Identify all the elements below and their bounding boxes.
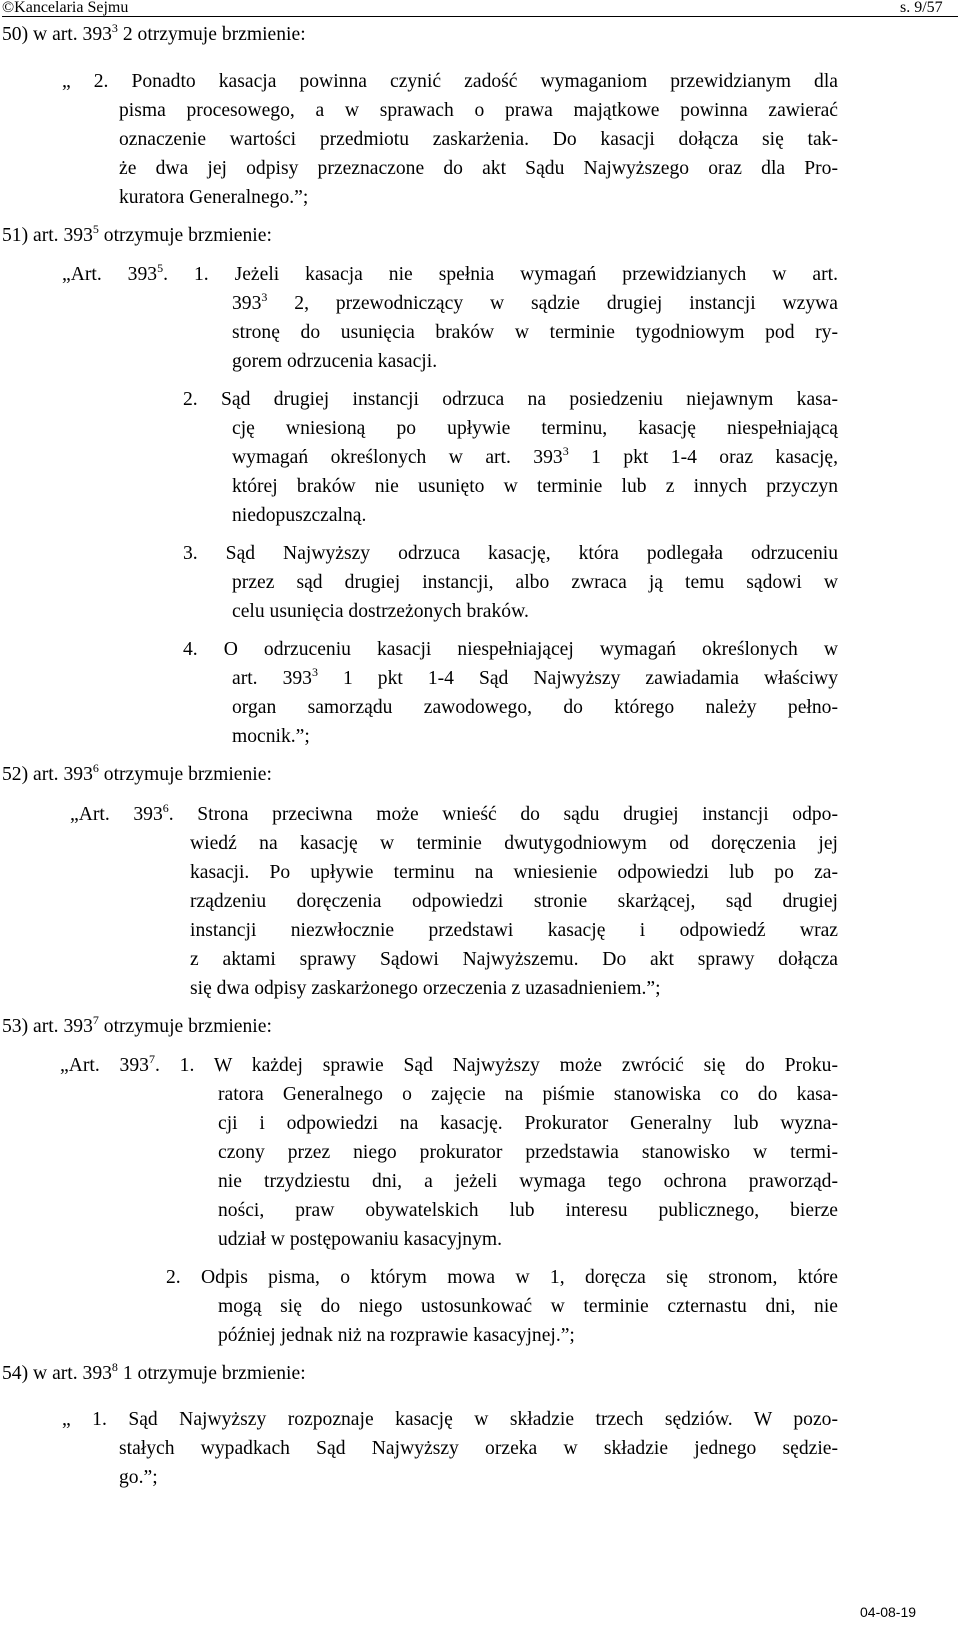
item-53-line: „Art. $393^7$. 1. W każdej sprawie Sąd Najwyższy może zwrócić się do Proku- — [60, 1052, 838, 1076]
item-52-line: z aktami sprawy Sądowi Najwyższemu. Do akt sprawy dołącza — [190, 949, 838, 970]
item-53-line: 2. Odpis pisma, o którym mowa w 1, doręcza się stronom, które — [166, 1267, 838, 1288]
item-50-line: oznaczenie wartości przedmiotu zaskarżenia. Do kasacji dołącza się tak- — [119, 129, 838, 150]
item-51-line: przez sąd drugiej instancji, albo zwraca ją temu sądowi w — [232, 572, 838, 593]
header-page-number: s. 9/57 — [900, 0, 943, 16]
item-51-line: 4. O odrzuceniu kasacji niespełniającej wymagań określonych w — [183, 639, 838, 660]
item-52-line: „Art. $393^6$. Strona przeciwna może wnieść do sądu drugiej instancji odpo- — [70, 801, 838, 825]
item-53-line: cji i odpowiedzi na kasację. Prokurator Generalny lub wyzna- — [218, 1113, 838, 1134]
item-51-line: wymagań określonych w art. $393^3$ 1 pkt 1-4 oraz kasację, — [232, 444, 838, 468]
item-52-line: się dwa odpisy zaskarżonego orzeczenia z uzasadnieniem.”; — [190, 978, 661, 999]
item-54-intro: 54) w art. $393^8$ 1 otrzymuje brzmienie: — [2, 1360, 306, 1384]
item-51-line: art. $393^3$ 1 pkt 1-4 Sąd Najwyższy zawiadamia właściwy — [232, 665, 838, 689]
footer-date: 04-08-19 — [860, 1604, 917, 1620]
item-50-line: kuratora Generalnego.”; — [119, 187, 309, 208]
item-53-line: mogą się do niego ustosunkować w terminie czternastu dni, nie — [218, 1296, 838, 1317]
item-51-line: celu usunięcia dostrzeżonych braków. — [232, 601, 529, 622]
header-divider — [2, 16, 958, 17]
item-50-intro: 50) w art. $393^3$ 2 otrzymuje brzmienie: — [2, 21, 306, 45]
item-51-line: cję wniesioną po upływie terminu, kasację niespełniającą — [232, 418, 838, 439]
item-54-line: go.”; — [119, 1467, 158, 1488]
item-53-line: później jednak niż na rozprawie kasacyjnej.”; — [218, 1325, 575, 1346]
item-51-line: 3. Sąd Najwyższy odrzuca kasację, która podlegała odrzuceniu — [183, 543, 838, 564]
item-50-line: pisma procesowego, a w sprawach o prawa majątkowe powinna zawierać — [119, 100, 838, 121]
item-51-line: której braków nie usunięto w terminie lub z innych przyczyn — [232, 476, 838, 497]
item-51-line: gorem odrzucenia kasacji. — [232, 351, 438, 372]
item-52-line: rządzeniu doręczenia odpowiedzi stronie skarżącej, sąd drugiej — [190, 891, 838, 912]
item-52-line: instancji niezwłocznie przedstawi kasację i odpowiedź wraz — [190, 920, 838, 941]
item-52-line: wiedź na kasację w terminie dwutygodniowym od doręczenia jej — [190, 833, 838, 854]
item-52-intro: 52) art. $393^6$ otrzymuje brzmienie: — [2, 761, 272, 785]
item-53-line: udział w postępowaniu kasacyjnym. — [218, 1229, 503, 1250]
item-53-line: ności, praw obywatelskich lub interesu publicznego, bierze — [218, 1200, 838, 1221]
item-53-intro: 53) art. $393^7$ otrzymuje brzmienie: — [2, 1013, 272, 1037]
item-51-line: mocnik.”; — [232, 726, 310, 747]
item-50-line: „ 2. Ponadto kasacja powinna czynić zadość wymaganiom przewidzianym dla — [62, 71, 838, 92]
item-53-line: czony przez niego prokurator przedstawia stanowisko w termi- — [218, 1142, 838, 1163]
item-50-line: że dwa jej odpisy przeznaczone do akt Sądu Najwyższego oraz dla Pro- — [119, 158, 838, 179]
item-54-line: „ 1. Sąd Najwyższy rozpoznaje kasację w składzie trzech sędziów. W pozo- — [62, 1409, 838, 1430]
item-51-line: $393^3$ 2, przewodniczący w sądzie drugiej instancji wzywa — [232, 290, 838, 314]
item-53-line: nie trzydziestu dni, a jeżeli wymaga tego ochrona praworząd- — [218, 1171, 838, 1192]
item-51-line: niedopuszczalną. — [232, 505, 367, 526]
item-51-line: „Art. $393^5$. 1. Jeżeli kasacja nie spełnia wymagań przewidzianych w art. — [62, 261, 838, 285]
item-52-line: kasacji. Po upływie terminu na wniesienie odpowiedzi lub po za- — [190, 862, 838, 883]
item-53-line: ratora Generalnego o zajęcie na piśmie stanowiska co do kasa- — [218, 1084, 838, 1105]
item-51-line: 2. Sąd drugiej instancji odrzuca na posiedzeniu niejawnym kasa- — [183, 389, 838, 410]
item-51-line: stronę do usunięcia braków w terminie tygodniowym pod ry- — [232, 322, 838, 343]
header-source: ©Kancelaria Sejmu — [2, 0, 129, 16]
item-51-intro: 51) art. $393^5$ otrzymuje brzmienie: — [2, 222, 272, 246]
item-54-line: stałych wypadkach Sąd Najwyższy orzeka w składzie jednego sędzie- — [119, 1438, 838, 1459]
item-51-line: organ samorządu zawodowego, do którego należy pełno- — [232, 697, 838, 718]
